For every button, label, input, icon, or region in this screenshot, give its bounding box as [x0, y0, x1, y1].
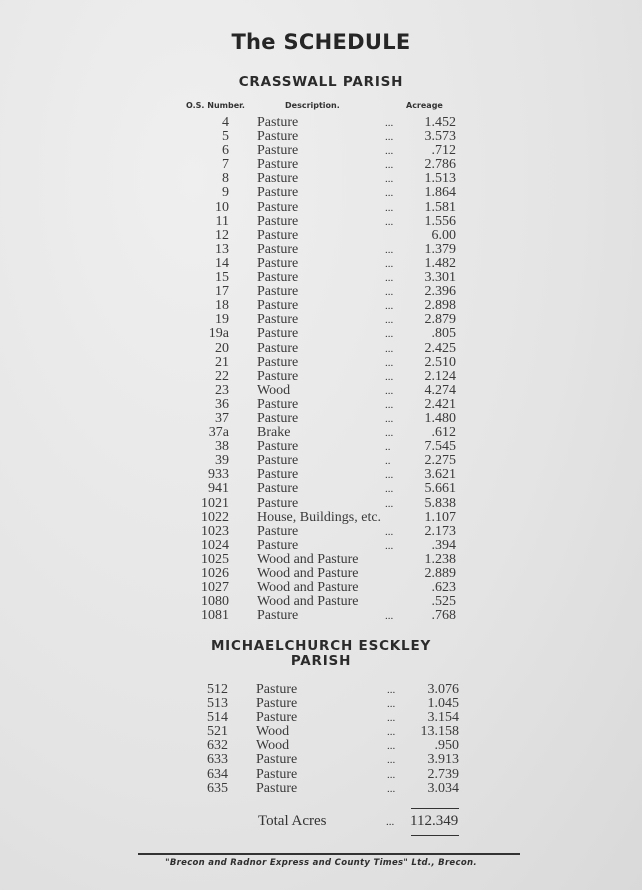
- description: Pasture: [257, 537, 299, 553]
- table-row: [0, 739, 642, 753]
- description: Pasture: [257, 453, 299, 469]
- acreage: 2.124: [424, 368, 456, 384]
- os-number: 1024: [201, 537, 229, 553]
- table-row: [0, 271, 642, 285]
- description: Pasture: [257, 185, 299, 201]
- description: Pasture: [256, 696, 298, 712]
- description: Pasture: [257, 213, 299, 229]
- acreage: 3.301: [424, 270, 456, 286]
- os-number: 933: [208, 467, 229, 483]
- acreage: 1.107: [424, 509, 456, 525]
- leader-dots: ...: [385, 286, 394, 299]
- acreage: 4.274: [424, 382, 456, 398]
- description: Wood: [256, 724, 290, 740]
- description: Pasture: [257, 439, 299, 455]
- leader-dots: ...: [385, 356, 394, 369]
- acreage: 1.379: [424, 241, 456, 257]
- leader-dots: ...: [385, 525, 394, 538]
- acreage: 1.482: [424, 255, 456, 271]
- description: Pasture: [256, 682, 298, 697]
- os-number: 1021: [201, 495, 229, 511]
- os-number: 10: [215, 199, 229, 215]
- leader-dots: ...: [385, 328, 394, 341]
- os-number: 12: [215, 227, 229, 243]
- os-number: 15: [215, 270, 229, 286]
- os-number: 941: [208, 481, 229, 497]
- os-number: 512: [207, 682, 228, 697]
- os-number: 38: [215, 439, 229, 455]
- os-number: 18: [215, 298, 229, 314]
- os-number: 632: [207, 738, 228, 754]
- printer-imprint: "Brecon and Radnor Express and County Times" Ltd., Brecon.: [165, 858, 477, 868]
- table-row: [0, 697, 642, 711]
- table-row: [0, 384, 642, 398]
- description: Pasture: [257, 129, 299, 145]
- acreage: 1.513: [424, 171, 456, 187]
- table-row: [0, 398, 642, 412]
- total-rule-top: [411, 808, 459, 809]
- table-row: [0, 581, 642, 595]
- os-number: 635: [207, 780, 228, 796]
- description: Pasture: [257, 255, 299, 271]
- table-row: [0, 482, 642, 496]
- os-number: 13: [215, 241, 229, 257]
- acreage: 3.913: [427, 752, 459, 768]
- description: Pasture: [257, 270, 299, 286]
- acreage: 5.838: [424, 495, 456, 511]
- description: Pasture: [256, 780, 298, 796]
- acreage: 3.076: [427, 682, 459, 697]
- header-acreage: Acreage: [406, 101, 443, 110]
- acreage: 13.158: [420, 724, 459, 740]
- acreage: 1.452: [424, 115, 456, 130]
- description: Pasture: [257, 467, 299, 483]
- acreage: .768: [431, 608, 456, 624]
- leader-dots: ...: [387, 782, 396, 795]
- os-number: 1026: [201, 566, 229, 581]
- leader-dots: ..: [385, 441, 391, 454]
- os-number: 7: [222, 157, 229, 173]
- description: Pasture: [256, 752, 298, 768]
- table-row: [0, 782, 642, 796]
- table-row: [0, 711, 642, 725]
- leader-dots: ...: [385, 469, 394, 482]
- table-row: [0, 753, 642, 767]
- table-row: [0, 201, 642, 215]
- leader-dots: ...: [387, 712, 396, 725]
- description: Pasture: [257, 396, 299, 412]
- description: Pasture: [257, 410, 299, 426]
- description: Pasture: [257, 326, 299, 342]
- description: Pasture: [257, 523, 299, 539]
- table-row: [0, 468, 642, 482]
- table-row: [0, 768, 642, 782]
- acreage: 1.556: [424, 213, 456, 229]
- header-os-number: O.S. Number.: [186, 101, 245, 110]
- table-row: [0, 144, 642, 158]
- os-number: 21: [215, 354, 229, 370]
- table-row: [0, 257, 642, 271]
- acreage: 1.238: [424, 551, 456, 567]
- table-row: [0, 299, 642, 313]
- leader-dots: ...: [385, 145, 394, 158]
- leader-dots: ...: [385, 412, 394, 425]
- os-number: 513: [207, 696, 228, 712]
- table-row: [0, 130, 642, 144]
- section-heading-line1: MICHAELCHURCH ESCKLEY: [210, 638, 432, 654]
- acreage: .612: [431, 425, 456, 441]
- os-number: 23: [215, 382, 229, 398]
- acreage: 2.173: [424, 523, 456, 539]
- table-row: [0, 511, 642, 525]
- table-row: [0, 595, 642, 609]
- leader-dots: ...: [385, 398, 394, 411]
- description: Pasture: [257, 495, 299, 511]
- description: Pasture: [257, 199, 299, 215]
- leader-dots: ...: [385, 187, 394, 200]
- section-heading-line2: PARISH: [290, 653, 352, 669]
- table-row: [0, 229, 642, 243]
- total-rule-bottom: [411, 835, 459, 836]
- acreage: 1.045: [427, 696, 459, 712]
- table-row: [0, 186, 642, 200]
- acreage: 1.480: [424, 410, 456, 426]
- leader-dots: ...: [385, 257, 394, 270]
- acreage: .712: [431, 143, 456, 159]
- table-row: [0, 327, 642, 341]
- acreage: 2.898: [424, 298, 456, 314]
- description: Wood and Pasture: [257, 551, 359, 567]
- leader-dots: ..: [385, 455, 391, 468]
- leader-dots: ...: [385, 497, 394, 510]
- table-row: [0, 313, 642, 327]
- description: Pasture: [257, 143, 299, 159]
- os-number: 9: [222, 185, 229, 201]
- table-row: [0, 609, 642, 623]
- table-row: [0, 172, 642, 186]
- acreage: 2.421: [424, 396, 456, 412]
- total-dots: ...: [386, 816, 395, 828]
- os-number: 22: [215, 368, 229, 384]
- acreage: 7.545: [424, 439, 456, 455]
- total-row: [0, 813, 642, 831]
- os-number: 20: [215, 340, 229, 356]
- acreage: 2.879: [424, 312, 456, 328]
- os-number: 39: [215, 453, 229, 469]
- footer-rule: [138, 853, 520, 855]
- os-number: 37a: [208, 425, 229, 441]
- leader-dots: ...: [385, 314, 394, 327]
- acreage: 3.573: [424, 129, 456, 145]
- acreage: 3.034: [427, 780, 459, 796]
- table-row: [0, 539, 642, 553]
- acreage: 2.739: [427, 766, 459, 782]
- leader-dots: ...: [385, 159, 394, 172]
- michaelchurch-table: [0, 683, 642, 796]
- os-number: 36: [215, 396, 229, 412]
- os-number: 19a: [208, 326, 229, 342]
- table-row: [0, 553, 642, 567]
- crasswall-table: [0, 116, 642, 623]
- table-row: [0, 370, 642, 384]
- os-number: 521: [207, 724, 228, 740]
- acreage: 2.510: [424, 354, 456, 370]
- table-row: [0, 497, 642, 511]
- leader-dots: ...: [387, 768, 396, 781]
- acreage: .394: [431, 537, 456, 553]
- table-row: [0, 342, 642, 356]
- description: Wood: [256, 738, 290, 754]
- os-number: 1027: [201, 580, 229, 596]
- os-number: 4: [222, 115, 229, 130]
- description: Pasture: [257, 354, 299, 370]
- acreage: 2.396: [424, 284, 456, 300]
- acreage: 2.275: [424, 453, 456, 469]
- os-number: 1023: [201, 523, 229, 539]
- description: Pasture: [257, 340, 299, 356]
- table-row: [0, 158, 642, 172]
- leader-dots: ...: [385, 539, 394, 552]
- table-row: [0, 440, 642, 454]
- acreage: .525: [431, 594, 456, 610]
- acreage: 2.425: [424, 340, 456, 356]
- os-number: 8: [222, 171, 229, 187]
- acreage: 1.581: [424, 199, 456, 215]
- acreage: 1.864: [424, 185, 456, 201]
- leader-dots: ...: [385, 201, 394, 214]
- table-row: [0, 215, 642, 229]
- os-number: 6: [222, 143, 229, 159]
- os-number: 1080: [201, 594, 229, 610]
- leader-dots: ...: [385, 300, 394, 313]
- description: Pasture: [257, 312, 299, 328]
- os-number: 634: [207, 766, 228, 782]
- acreage: 6.00: [431, 227, 456, 243]
- description: House, Buildings, etc.: [257, 509, 382, 525]
- acreage: .950: [434, 738, 459, 754]
- description: Pasture: [257, 241, 299, 257]
- description: Pasture: [256, 710, 298, 726]
- table-row: [0, 454, 642, 468]
- leader-dots: ...: [385, 117, 394, 129]
- description: Pasture: [257, 481, 299, 497]
- leader-dots: ...: [385, 215, 394, 228]
- acreage: 3.621: [424, 467, 456, 483]
- leader-dots: ...: [387, 754, 396, 767]
- table-row: [0, 356, 642, 370]
- leader-dots: ...: [385, 272, 394, 285]
- acreage: 2.889: [424, 566, 456, 581]
- os-number: 1025: [201, 551, 229, 567]
- description: Wood and Pasture: [257, 580, 359, 596]
- description: Pasture: [257, 171, 299, 187]
- leader-dots: ...: [387, 726, 396, 739]
- os-number: 5: [222, 129, 229, 145]
- table-row: [0, 412, 642, 426]
- total-value: 112.349: [410, 813, 459, 829]
- table-row: [0, 683, 642, 697]
- acreage: .805: [431, 326, 456, 342]
- os-number: 1022: [201, 509, 229, 525]
- os-number: 633: [207, 752, 228, 768]
- header-description: Description.: [285, 101, 340, 110]
- leader-dots: ...: [385, 483, 394, 496]
- leader-dots: ...: [387, 684, 396, 696]
- acreage: 2.786: [424, 157, 456, 173]
- leader-dots: ...: [385, 427, 394, 440]
- leader-dots: ...: [385, 173, 394, 186]
- leader-dots: ...: [385, 370, 394, 383]
- os-number: 17: [215, 284, 229, 300]
- acreage: .623: [431, 580, 456, 596]
- description: Pasture: [257, 298, 299, 314]
- description: Wood: [257, 382, 291, 398]
- table-row: [0, 567, 642, 581]
- description: Pasture: [257, 368, 299, 384]
- os-number: 14: [215, 255, 229, 271]
- leader-dots: ...: [387, 698, 396, 711]
- acreage: 3.154: [427, 710, 459, 726]
- table-row: [0, 116, 642, 130]
- description: Wood and Pasture: [257, 594, 359, 610]
- description: Wood and Pasture: [257, 566, 359, 581]
- os-number: 514: [207, 710, 228, 726]
- table-row: [0, 725, 642, 739]
- description: Pasture: [257, 608, 299, 624]
- acreage: 5.661: [424, 481, 456, 497]
- os-number: 11: [215, 213, 229, 229]
- description: Brake: [257, 425, 291, 441]
- description: Pasture: [257, 227, 299, 243]
- description: Pasture: [256, 766, 298, 782]
- os-number: 19: [215, 312, 229, 328]
- os-number: 37: [215, 410, 229, 426]
- section-heading-crasswall: CRASSWALL PARISH: [238, 74, 404, 90]
- leader-dots: ...: [385, 384, 394, 397]
- leader-dots: ...: [385, 131, 394, 144]
- table-row: [0, 243, 642, 257]
- description: Pasture: [257, 284, 299, 300]
- section-heading-michaelchurch: [0, 638, 642, 669]
- description: Pasture: [257, 115, 299, 130]
- leader-dots: ...: [385, 342, 394, 355]
- leader-dots: ...: [385, 610, 394, 623]
- table-row: [0, 525, 642, 539]
- column-headers: [0, 101, 642, 113]
- leader-dots: ...: [385, 243, 394, 256]
- table-row: [0, 426, 642, 440]
- page-title: The SCHEDULE: [231, 30, 411, 54]
- leader-dots: ...: [387, 740, 396, 753]
- total-label: Total Acres: [258, 813, 327, 829]
- description: Pasture: [257, 157, 299, 173]
- os-number: 1081: [201, 608, 229, 624]
- table-row: [0, 285, 642, 299]
